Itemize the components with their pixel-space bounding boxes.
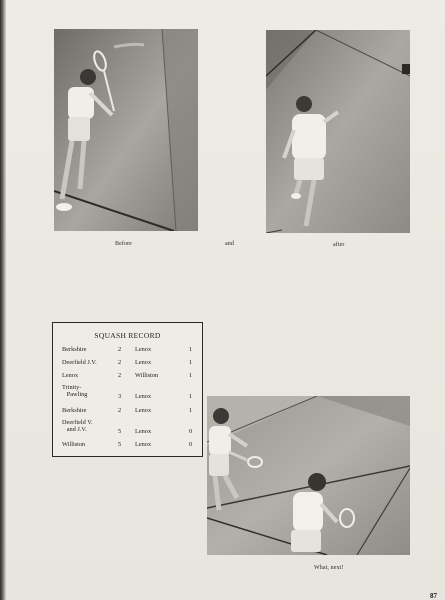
caption-after: after (333, 242, 345, 248)
record-team-score: 1 (189, 359, 193, 366)
caption-and: and (225, 241, 234, 247)
record-team-score: 1 (189, 393, 193, 400)
record-team-score: 0 (189, 441, 193, 448)
record-team: Lenox (135, 359, 152, 366)
record-opponent: Trinity- Pawling (62, 384, 88, 398)
record-team-score: 1 (189, 346, 193, 353)
photo-before-swing (54, 29, 198, 231)
page-number: 87 (430, 592, 437, 600)
page-binding-edge (0, 0, 6, 600)
photo-two-players (207, 396, 410, 555)
record-team: Lenox (135, 346, 152, 353)
record-opponent: Berkshire (62, 407, 87, 414)
squash-record-box (52, 322, 203, 457)
record-opponent-score: 5 (118, 428, 122, 435)
record-opponent-score: 2 (118, 346, 122, 353)
record-opponent: Berkshire (62, 346, 87, 353)
photo-after-swing (266, 30, 410, 233)
record-opponent: Williston (62, 441, 86, 448)
record-opponent: Lenox (62, 372, 79, 379)
record-team: Lenox (135, 428, 152, 435)
record-team: Lenox (135, 407, 152, 414)
record-opponent-score: 5 (118, 441, 122, 448)
record-opponent: Deerfield J.V. (62, 359, 97, 366)
record-opponent-score: 2 (118, 407, 122, 414)
record-team-score: 1 (189, 407, 193, 414)
record-team: Williston (135, 372, 159, 379)
record-team-score: 0 (189, 428, 193, 435)
record-opponent-score: 2 (118, 359, 122, 366)
record-team-score: 1 (189, 372, 193, 379)
record-team: Lenox (135, 393, 152, 400)
squash-record-title: SQUASH RECORD (94, 331, 161, 340)
record-opponent-score: 2 (118, 372, 122, 379)
record-opponent: Deerfield V. and J.V. (62, 419, 93, 433)
record-team: Lenox (135, 441, 152, 448)
caption-before: Before (115, 241, 132, 247)
caption-what-next: What, next! (314, 565, 344, 571)
record-opponent-score: 3 (118, 393, 122, 400)
